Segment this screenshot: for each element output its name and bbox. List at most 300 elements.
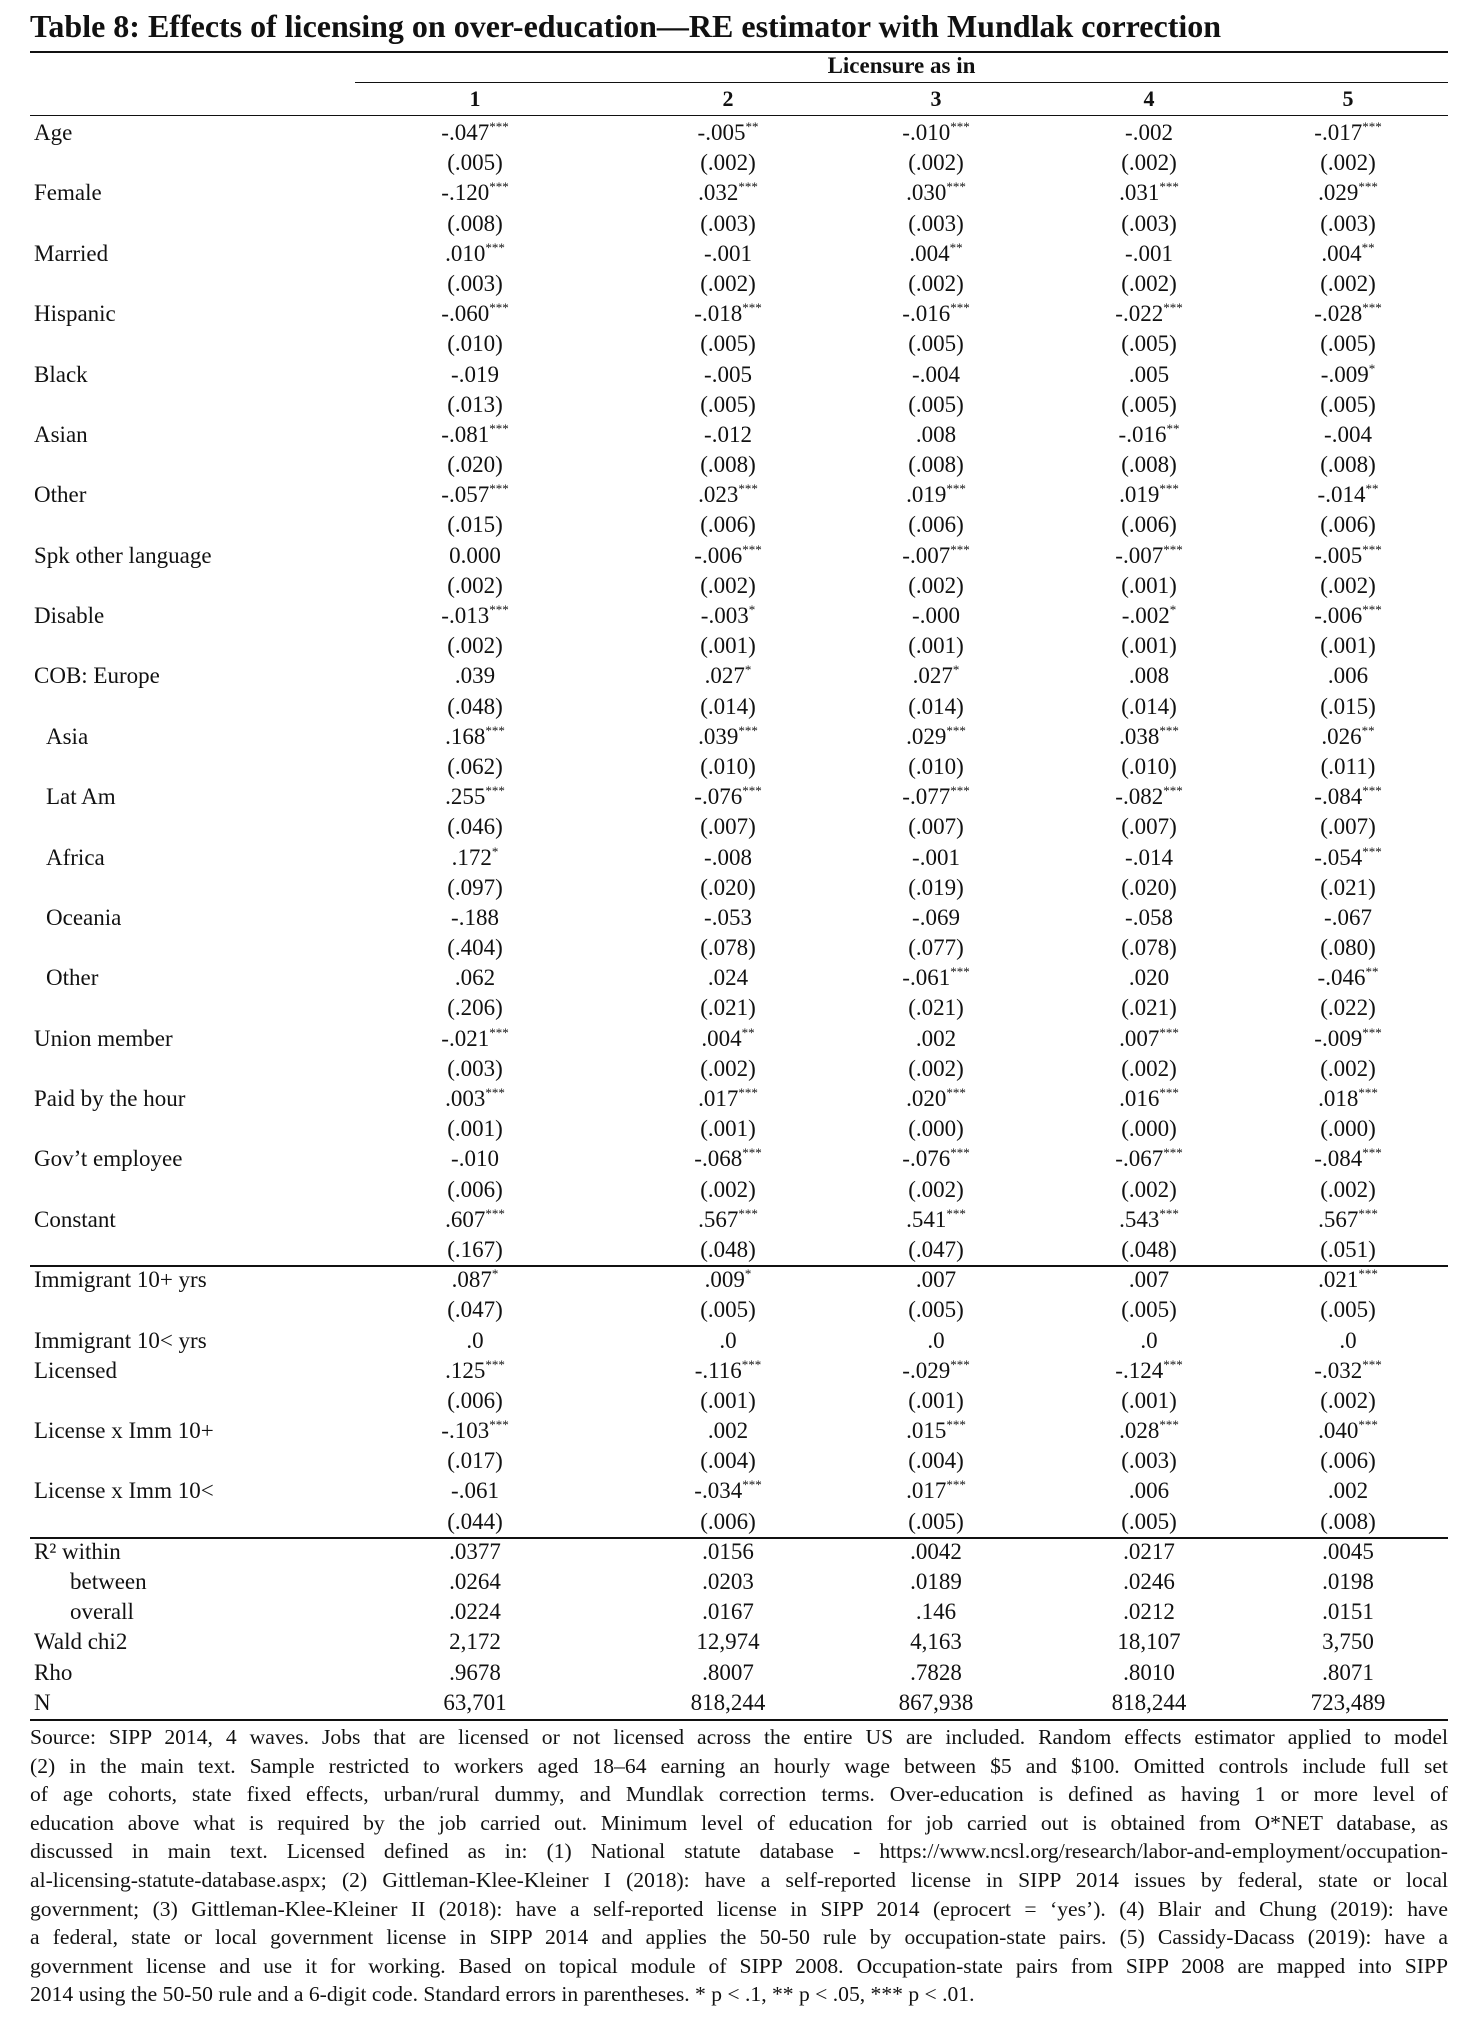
- note-line: (2) in the main text. Sample restricted to workers aged 18–64 earning an hourly wage between $5 and $100. Omitted controls include full set: [30, 1753, 1448, 1778]
- note-line: government license and use it for working. Based on topical module of SIPP 2008. Occupation-state pairs from SIPP 2008 are mapped into SIPP: [30, 1953, 1448, 1978]
- table-cell: .0203: [702, 1569, 754, 1594]
- table-cell: 3,750: [1322, 1629, 1374, 1655]
- table-row: [30, 1144, 1448, 1174]
- note-line: government; (3) Gittleman-Klee-Kleiner II (2018): have a self-reported license in SIPP 2014 (eprocert = ‘yes’). (4) Blair and Chung (2019): have: [30, 1896, 1448, 1921]
- table-row: [30, 601, 1448, 631]
- table-cell: .015***: [906, 1417, 966, 1444]
- row-label: Immigrant 10< yrs: [34, 1327, 207, 1353]
- table-cell: (.000): [1121, 1116, 1177, 1142]
- table-cell: (.006): [1320, 512, 1376, 538]
- table-cell: -.005**: [697, 119, 759, 145]
- table-cell: -.005: [704, 361, 752, 387]
- table-cell: (.080): [1320, 935, 1376, 961]
- table-cell: -.124***: [1115, 1356, 1183, 1383]
- table-cell: .9678: [449, 1659, 501, 1685]
- table-cell: (.010): [447, 331, 503, 357]
- table-cell: -.188: [451, 904, 499, 930]
- table-cell: .8071: [1322, 1659, 1374, 1685]
- table-cell: .020: [1128, 965, 1170, 991]
- table-cell: (.002): [908, 572, 964, 598]
- table-cell: .008: [1128, 663, 1170, 689]
- row-label: Union member: [34, 1025, 173, 1051]
- row-label: Africa: [46, 844, 105, 870]
- table-cell: -.008: [704, 844, 752, 870]
- table-cell: -.019: [451, 361, 499, 387]
- table-cell: (.001): [447, 1116, 503, 1142]
- table-row: [30, 1476, 1448, 1506]
- table-cell: -.082***: [1115, 783, 1183, 810]
- note-line: of age cohorts, state fixed effects, urban/rural dummy, and Mundlak correction terms. Over-education is defined as having 1 or more level of: [30, 1782, 1448, 1807]
- table-cell: -.068***: [694, 1145, 762, 1172]
- table-cell: (.005): [1121, 331, 1177, 357]
- table-cell: .087*: [451, 1266, 499, 1293]
- table-cell: 867,938: [898, 1689, 974, 1715]
- table-cell: -.002: [1125, 120, 1173, 145]
- table-cell: (.010): [1121, 753, 1177, 779]
- table-cell: .039***: [698, 722, 758, 749]
- table-cell: .017***: [906, 1477, 966, 1504]
- table-cell: -.017***: [1314, 119, 1382, 145]
- note-line: discussed in main text. Licensed defined as in: (1) National statute database - https://www.ncsl.org/research/labor-and-employment/occupation-: [30, 1839, 1448, 1864]
- table-cell: -.054***: [1314, 843, 1382, 870]
- table-cell: (.000): [1320, 1116, 1376, 1142]
- table-cell: .168***: [445, 722, 505, 749]
- table-cell: -.007***: [1115, 541, 1183, 568]
- column-number-2: 2: [722, 86, 734, 111]
- table-cell: -.001: [912, 844, 960, 870]
- table-cell: .029***: [906, 722, 966, 749]
- table-cell: (.020): [700, 874, 756, 900]
- table-cell: -.029***: [902, 1356, 970, 1383]
- row-label: Rho: [34, 1659, 73, 1685]
- table-cell: .026**: [1321, 722, 1375, 749]
- table-cell: -.053: [704, 904, 752, 930]
- table-cell: (.047): [447, 1297, 503, 1323]
- table-cell: .002: [707, 1418, 749, 1444]
- table-cell: .002: [1327, 1478, 1369, 1504]
- row-label: N: [34, 1689, 51, 1715]
- table-row: [30, 1688, 1448, 1718]
- table-row: [30, 812, 1448, 842]
- table-row: [30, 1175, 1448, 1205]
- table-cell: .255***: [445, 783, 505, 810]
- table-cell: -.016***: [902, 300, 970, 327]
- table-cell: (.015): [447, 512, 503, 538]
- table-cell: (.022): [1320, 995, 1376, 1021]
- table-cell: .004**: [701, 1024, 755, 1051]
- row-label: Black: [34, 361, 88, 387]
- table-cell: 723,489: [1310, 1689, 1386, 1715]
- table-cell: (.006): [700, 512, 756, 538]
- table-row: [30, 903, 1448, 933]
- table-cell: -.116***: [694, 1356, 762, 1383]
- table-cell: (.047): [908, 1236, 964, 1262]
- table-cell: (.005): [908, 391, 964, 417]
- table-cell: (.021): [908, 995, 964, 1021]
- row-label: Married: [34, 240, 109, 266]
- note-line: a federal, state or local government license in SIPP 2014 and applies the 50-50 rule by occupation-state pairs. (5) Cassidy-Dacass (2019): have a: [30, 1925, 1448, 1950]
- column-spanner-label: Licensure as in: [827, 53, 976, 78]
- column-number-1: 1: [469, 86, 481, 111]
- table-cell: (.003): [447, 1055, 503, 1081]
- table-cell: -.004: [1324, 421, 1372, 447]
- row-label: R² within: [34, 1538, 121, 1564]
- table-row: [30, 148, 1448, 178]
- table-row: [30, 1597, 1448, 1627]
- column-number-5: 5: [1342, 86, 1354, 111]
- table-cell: .019***: [906, 481, 966, 508]
- table-cell: -.084***: [1314, 783, 1382, 810]
- table-row: [30, 782, 1448, 812]
- table-cell: .8007: [702, 1659, 754, 1685]
- row-label: Other: [46, 965, 99, 991]
- table-cell: (.005): [908, 331, 964, 357]
- table-cell: (.048): [1121, 1236, 1177, 1262]
- row-label: Immigrant 10+ yrs: [34, 1267, 207, 1293]
- table-cell: (.004): [908, 1448, 964, 1474]
- table-cell: -.032***: [1314, 1356, 1382, 1383]
- table-cell: .0: [1140, 1327, 1158, 1353]
- table-cell: -.076***: [902, 1145, 970, 1172]
- table-cell: (.002): [908, 270, 964, 296]
- table-cell: (.002): [1320, 1176, 1376, 1202]
- table-cell: (.001): [908, 1387, 964, 1413]
- table-row: [30, 178, 1448, 208]
- table-cell: (.044): [447, 1508, 503, 1534]
- table-cell: .0045: [1322, 1538, 1374, 1564]
- table-cell: (.002): [1121, 150, 1177, 176]
- table-cell: -.021***: [441, 1024, 509, 1051]
- table-row: [30, 1446, 1448, 1476]
- table-cell: .0042: [910, 1538, 962, 1564]
- table-cell: .0189: [910, 1569, 962, 1594]
- table-cell: (.007): [700, 814, 756, 840]
- row-label: Paid by the hour: [34, 1086, 186, 1111]
- table-cell: (.048): [447, 693, 503, 719]
- table-cell: (.005): [700, 331, 756, 357]
- table-cell: (.002): [1121, 270, 1177, 296]
- table-cell: (.001): [1121, 633, 1177, 659]
- table-cell: .039: [454, 663, 496, 689]
- table-cell: (.051): [1320, 1236, 1376, 1262]
- table-row: [30, 420, 1448, 450]
- table-cell: .002: [915, 1025, 957, 1051]
- table-cell: (.008): [700, 452, 756, 478]
- table-cell: (.014): [1121, 693, 1177, 719]
- table-cell: (.002): [1121, 1176, 1177, 1202]
- table-cell: (.014): [700, 693, 756, 719]
- table-cell: (.002): [700, 150, 756, 176]
- bottom-rule: [30, 1719, 1448, 1721]
- table-cell: (.006): [447, 1176, 503, 1202]
- table-cell: -.007***: [902, 541, 970, 568]
- table-cell: -.120***: [441, 179, 509, 206]
- table-cell: -.014: [1125, 844, 1173, 870]
- table-cell: -.081***: [441, 420, 509, 447]
- table-row: [30, 843, 1448, 873]
- table-cell: (.002): [1320, 150, 1376, 176]
- table-cell: .0: [927, 1327, 945, 1353]
- table-cell: (.078): [1121, 935, 1177, 961]
- table-cell: (.007): [1121, 814, 1177, 840]
- table-cell: -.018***: [694, 300, 762, 327]
- table-cell: (.002): [1320, 1055, 1376, 1081]
- table-cell: .027*: [704, 662, 752, 689]
- table-cell: (.078): [700, 935, 756, 961]
- table-note: [30, 1723, 1448, 2009]
- table-cell: (.005): [700, 1297, 756, 1323]
- table-cell: .030***: [906, 179, 966, 206]
- table-cell: (.002): [700, 572, 756, 598]
- table-row: [30, 1537, 1448, 1567]
- table-cell: .0151: [1322, 1599, 1374, 1625]
- table-cell: -.061: [451, 1478, 499, 1504]
- table-cell: (.017): [447, 1448, 503, 1474]
- table-cell: (.005): [908, 1508, 964, 1534]
- table-cell: (.015): [1320, 693, 1376, 719]
- table-row: [30, 329, 1448, 359]
- row-label: Disable: [34, 603, 105, 628]
- table-row: [30, 1114, 1448, 1144]
- table-cell: (.002): [1320, 572, 1376, 598]
- table-cell: (.005): [1121, 391, 1177, 417]
- table-cell: .567***: [698, 1205, 758, 1232]
- table-cell: .024: [707, 965, 749, 991]
- table-row: [30, 450, 1448, 480]
- table-cell: 0.000: [449, 542, 501, 568]
- table-cell: .010***: [445, 239, 505, 266]
- table-cell: (.006): [908, 512, 964, 538]
- table-cell: (.005): [700, 391, 756, 417]
- table-cell: .007: [915, 1267, 957, 1293]
- table-cell: .006: [1327, 663, 1369, 689]
- table-cell: -.003*: [700, 602, 756, 628]
- table-row: [30, 661, 1448, 691]
- table-cell: (.019): [908, 874, 964, 900]
- table-cell: -.058: [1125, 904, 1173, 930]
- table-cell: .006: [1128, 1478, 1170, 1504]
- table-cell: (.006): [447, 1387, 503, 1413]
- row-label: Constant: [34, 1206, 116, 1232]
- table-cell: 2,172: [449, 1629, 501, 1655]
- table-cell: 818,244: [690, 1689, 766, 1715]
- column-number-3: 3: [930, 86, 942, 111]
- table-row: [30, 1265, 1448, 1295]
- note-line: education above what is required by the job carried out. Minimum level of education for job carried out is obtained from O*NET database, as: [30, 1810, 1448, 1835]
- table-row: [30, 360, 1448, 390]
- row-label: Asian: [34, 421, 88, 447]
- table-cell: .017***: [698, 1085, 758, 1111]
- table-row: [30, 1295, 1448, 1325]
- table-cell: (.002): [908, 1176, 964, 1202]
- table-row: [30, 933, 1448, 963]
- table-cell: (.013): [447, 391, 503, 417]
- row-label: Wald chi2: [34, 1629, 128, 1655]
- table-row: [30, 209, 1448, 239]
- table-cell: -.028***: [1314, 300, 1382, 327]
- table-cell: (.002): [447, 572, 503, 598]
- table-row: [30, 1567, 1448, 1597]
- table-row: [30, 1054, 1448, 1084]
- table-cell: (.046): [447, 814, 503, 840]
- row-label: Oceania: [46, 904, 122, 930]
- table-cell: .028***: [1119, 1417, 1179, 1444]
- table-cell: (.001): [700, 1116, 756, 1142]
- row-label: Female: [34, 180, 102, 206]
- table-cell: (.011): [1320, 753, 1376, 779]
- table-cell: (.005): [1320, 331, 1376, 357]
- table-cell: (.001): [1121, 1387, 1177, 1413]
- table-cell: .005: [1128, 361, 1170, 387]
- table-cell: .0: [466, 1327, 484, 1353]
- table-cell: -.034***: [694, 1477, 762, 1504]
- table-cell: .023***: [698, 481, 758, 508]
- table-cell: (.048): [700, 1236, 756, 1262]
- table-cell: -.016**: [1118, 420, 1180, 447]
- table-row: [30, 752, 1448, 782]
- table-cell: (.003): [1121, 210, 1177, 236]
- table-cell: (.097): [447, 874, 503, 900]
- row-label: between: [70, 1569, 147, 1594]
- table-cell: -.002*: [1121, 602, 1177, 628]
- table-row: [30, 1658, 1448, 1688]
- table-cell: -.047***: [441, 119, 509, 145]
- table-cell: -.046**: [1317, 964, 1379, 991]
- header-rule: [30, 115, 1448, 116]
- table-cell: .567***: [1318, 1205, 1378, 1232]
- table-row: [30, 1326, 1448, 1356]
- table-cell: -.005***: [1314, 541, 1382, 568]
- table-row: [30, 873, 1448, 903]
- table-row: [30, 692, 1448, 722]
- table-cell: .003***: [445, 1085, 505, 1111]
- table-cell: .040***: [1318, 1417, 1378, 1444]
- table-cell: -.012: [704, 421, 752, 447]
- spanner-rule: [355, 82, 1448, 83]
- table-cell: -.060***: [441, 300, 509, 327]
- table-cell: -.004: [912, 361, 960, 387]
- table-cell: (.008): [1121, 452, 1177, 478]
- table-cell: .027*: [912, 662, 960, 689]
- row-label: Asia: [46, 723, 89, 749]
- table-cell: .125***: [445, 1356, 505, 1383]
- table-cell: (.010): [700, 753, 756, 779]
- table-cell: .007: [1128, 1267, 1170, 1293]
- table-cell: .0217: [1123, 1538, 1175, 1564]
- table-cell: (.002): [700, 270, 756, 296]
- table-cell: (.404): [447, 935, 503, 961]
- table-cell: .607***: [445, 1205, 505, 1232]
- table-cell: (.206): [447, 995, 503, 1021]
- table-cell: .8010: [1123, 1659, 1175, 1685]
- table-cell: (.002): [908, 150, 964, 176]
- table-cell: (.003): [1320, 210, 1376, 236]
- table-row: [30, 1024, 1448, 1054]
- table-cell: .172*: [451, 843, 499, 870]
- table-cell: .029***: [1318, 179, 1378, 206]
- table-cell: -.010***: [902, 119, 970, 145]
- table-row: [30, 1627, 1448, 1657]
- row-label: overall: [70, 1599, 134, 1625]
- table-row: [30, 299, 1448, 329]
- table-row: [30, 1416, 1448, 1446]
- table-cell: -.000: [912, 603, 960, 628]
- table-cell: .004**: [1321, 239, 1375, 266]
- table-cell: (.062): [447, 753, 503, 779]
- table-cell: (.077): [908, 935, 964, 961]
- table-cell: .7828: [910, 1659, 962, 1685]
- table-cell: (.005): [1121, 1508, 1177, 1534]
- table-cell: (.002): [1121, 1055, 1177, 1081]
- table-cell: .0156: [702, 1538, 754, 1564]
- table-cell: .541***: [906, 1205, 966, 1232]
- table-row: [30, 571, 1448, 601]
- table-cell: (.006): [700, 1508, 756, 1534]
- table-cell: -.014**: [1317, 481, 1379, 508]
- table-cell: (.167): [447, 1236, 503, 1262]
- table-cell: -.022***: [1115, 300, 1183, 327]
- row-label: Gov’t employee: [34, 1146, 183, 1172]
- table-cell: -.001: [1125, 240, 1173, 266]
- table-cell: .0198: [1322, 1569, 1374, 1594]
- table-cell: (.021): [1320, 874, 1376, 900]
- row-label: License x Imm 10+: [34, 1418, 214, 1444]
- row-label: Age: [34, 120, 73, 145]
- table-row: [30, 1507, 1448, 1537]
- table-cell: (.008): [908, 452, 964, 478]
- row-label: Licensed: [34, 1357, 118, 1383]
- table-cell: (.007): [908, 814, 964, 840]
- row-label: License x Imm 10<: [34, 1478, 214, 1504]
- table-cell: (.005): [1320, 1297, 1376, 1323]
- column-number-4: 4: [1143, 86, 1155, 111]
- table-cell: (.008): [1320, 1508, 1376, 1534]
- table-cell: (.005): [447, 150, 503, 176]
- table-body: [30, 118, 1448, 1718]
- table-cell: (.014): [908, 693, 964, 719]
- table-row: [30, 993, 1448, 1023]
- note-line: Source: SIPP 2014, 4 waves. Jobs that are licensed or not licensed across the entire US are included. Random effects estimator applied to model: [30, 1725, 1448, 1749]
- table-cell: .0224: [449, 1599, 501, 1625]
- table-cell: .018***: [1318, 1085, 1378, 1111]
- column-header-row: [30, 85, 1448, 113]
- table-cell: -.057***: [441, 481, 509, 508]
- table-cell: -.010: [451, 1146, 499, 1172]
- table-row: [30, 963, 1448, 993]
- table-cell: -.006***: [694, 541, 762, 568]
- table-cell: (.005): [1320, 391, 1376, 417]
- table-cell: .0: [719, 1327, 737, 1353]
- table-cell: 63,701: [443, 1689, 507, 1715]
- table-cell: -.077***: [902, 783, 970, 810]
- table-cell: (.008): [447, 210, 503, 236]
- table-cell: (.002): [1320, 1387, 1376, 1413]
- row-label: Hispanic: [34, 301, 116, 327]
- table-row: [30, 1205, 1448, 1235]
- table-cell: (.010): [908, 753, 964, 779]
- table-row: [30, 1084, 1448, 1114]
- table-cell: (.008): [1320, 452, 1376, 478]
- table-cell: .009*: [704, 1266, 752, 1293]
- table-cell: .008: [915, 421, 957, 447]
- table-row: [30, 480, 1448, 510]
- table-cell: .0264: [449, 1569, 501, 1594]
- table-cell: 12,974: [696, 1629, 760, 1655]
- table-cell: (.021): [1121, 995, 1177, 1021]
- table-cell: .0377: [449, 1538, 501, 1564]
- table-title: Table 8: Effects of licensing on over-education—RE estimator with Mundlak correction: [30, 8, 1222, 44]
- table-cell: .019***: [1119, 481, 1179, 508]
